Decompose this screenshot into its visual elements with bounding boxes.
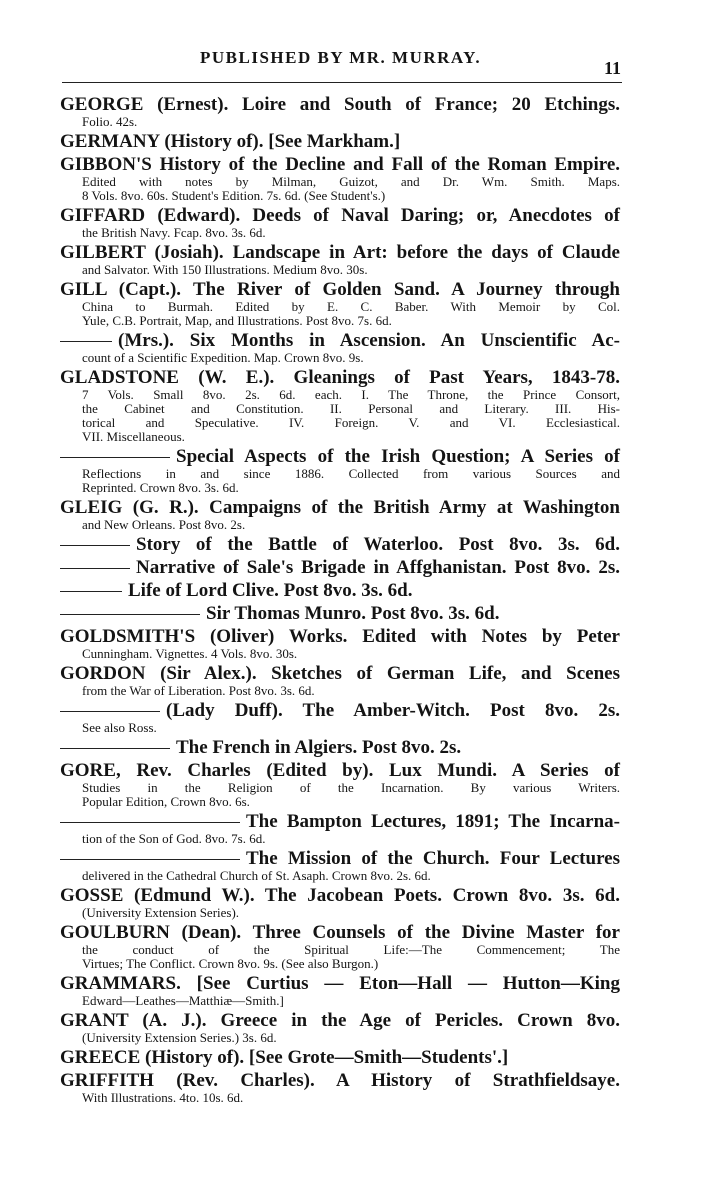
- entry-heading-text: GRIFFITH (Rev. Charles). A History of Strathfieldsaye.: [60, 1070, 620, 1091]
- entry-heading: [60, 626, 620, 647]
- catalogue-entry: [60, 922, 620, 971]
- entry-heading-text: GEORGE (Ernest). Loire and South of France; 20 Etchings.: [60, 94, 620, 115]
- entry-detail-line: (University Extension Series).: [82, 905, 240, 920]
- ditto-dash: [60, 859, 240, 860]
- entry-detail-line: Edited with notes by Milman, Guizot, and Dr. Wm. Smith. Maps.: [82, 174, 620, 189]
- entry-detail-line: and Salvator. With 150 Illustrations. Medium 8vo. 30s.: [82, 262, 368, 277]
- entry-heading: [60, 367, 620, 388]
- entry-heading: [60, 1070, 620, 1091]
- entry-detail-line: China to Burmah. Edited by E. C. Baber. With Memoir by Col.: [82, 299, 620, 314]
- ditto-dash: [60, 568, 130, 569]
- entry-heading-text: Sir Thomas Munro. Post 8vo. 3s. 6d.: [206, 603, 500, 624]
- catalogue-entry: [60, 330, 620, 365]
- entry-heading: [60, 848, 620, 869]
- entry-heading: [60, 700, 620, 721]
- entry-heading: [60, 885, 620, 906]
- ditto-dash: [60, 711, 160, 712]
- entry-detail-line: Folio. 42s.: [82, 114, 138, 129]
- entry-detail-line: Reprinted. Crown 8vo. 3s. 6d.: [82, 480, 239, 495]
- entry-heading-text: GILL (Capt.). The River of Golden Sand. A Journey through: [60, 279, 620, 300]
- catalogue-entry: [60, 626, 620, 661]
- entry-heading: [60, 497, 620, 518]
- entry-heading-text: The Mission of the Church. Four Lectures: [246, 848, 620, 869]
- entry-detail-line: 7 Vols. Small 8vo. 2s. 6d. each. I. The Throne, the Prince Consort,: [82, 387, 620, 402]
- entry-heading-text: Special Aspects of the Irish Question; A Series of: [176, 446, 620, 467]
- entry-heading-text: GIBBON'S History of the Decline and Fall of the Roman Empire.: [60, 154, 620, 175]
- entry-heading: [60, 663, 620, 684]
- entry-detail-line: Edward—Leathes—Matthiæ—Smith.]: [82, 993, 284, 1008]
- entry-heading: [60, 205, 620, 226]
- catalogue-entry: [60, 205, 620, 240]
- entry-heading-text: GOLDSMITH'S (Oliver) Works. Edited with Notes by Peter: [60, 626, 620, 647]
- entry-detail-line: delivered in the Cathedral Church of St. Asaph. Crown 8vo. 2s. 6d.: [82, 868, 431, 883]
- entry-heading: [60, 242, 620, 263]
- catalogue-entry: [60, 760, 620, 809]
- catalogue-entry: [60, 446, 620, 495]
- ditto-dash: [60, 591, 122, 592]
- entry-heading-text: GOSSE (Edmund W.). The Jacobean Poets. Crown 8vo. 3s. 6d.: [60, 885, 620, 906]
- entry-detail-line: VII. Miscellaneous.: [82, 429, 185, 444]
- catalogue-entry: [60, 534, 620, 555]
- catalogue-entry: [60, 603, 620, 624]
- entry-heading: [60, 1010, 620, 1031]
- ditto-dash: [60, 341, 112, 342]
- catalogue-entry: [60, 242, 620, 277]
- ditto-dash: [60, 545, 130, 546]
- entry-heading-text: GORDON (Sir Alex.). Sketches of German Life, and Scenes: [60, 663, 620, 684]
- catalogue-entry: [60, 811, 620, 846]
- entry-heading-text: GORE, Rev. Charles (Edited by). Lux Mundi. A Series of: [60, 760, 620, 781]
- entry-detail-line: count of a Scientific Expedition. Map. Crown 8vo. 9s.: [82, 350, 364, 365]
- entry-detail-line: Yule, C.B. Portrait, Map, and Illustrations. Post 8vo. 7s. 6d.: [82, 313, 392, 328]
- entry-detail-line: Reflections in and since 1886. Collected from various Sources and: [82, 466, 620, 481]
- entry-detail-line: the Cabinet and Constitution. II. Personal and Literary. III. His-: [82, 401, 620, 416]
- catalogue-entry: [60, 973, 620, 1008]
- entry-heading-text: GILBERT (Josiah). Landscape in Art: before the days of Claude: [60, 242, 620, 263]
- catalogue-entry: [60, 131, 620, 152]
- entry-heading-text: (Mrs.). Six Months in Ascension. An Unscientific Ac-: [118, 330, 620, 351]
- entry-heading-text: GRANT (A. J.). Greece in the Age of Pericles. Crown 8vo.: [60, 1010, 620, 1031]
- entry-heading: [60, 973, 620, 994]
- catalogue-entry: [60, 94, 620, 129]
- entry-heading-text: Story of the Battle of Waterloo. Post 8vo. 3s. 6d.: [136, 534, 620, 555]
- entry-detail-line: Cunningham. Vignettes. 4 Vols. 8vo. 30s.: [82, 646, 298, 661]
- entry-heading: [60, 580, 620, 601]
- entry-heading: [60, 603, 620, 624]
- entry-heading-text: GRAMMARS. [See Curtius — Eton—Hall — Hutton—King: [60, 973, 620, 994]
- entry-detail-line: tion of the Son of God. 8vo. 7s. 6d.: [82, 831, 266, 846]
- catalogue-entries: [60, 94, 620, 1107]
- running-head: PUBLISHED BY MR. MURRAY.: [200, 48, 482, 67]
- entry-heading-text: The Bampton Lectures, 1891; The Incarna-: [246, 811, 620, 832]
- entry-detail-line: With Illustrations. 4to. 10s. 6d.: [82, 1090, 244, 1105]
- entry-heading: [60, 737, 620, 758]
- entry-heading-text: GLADSTONE (W. E.). Gleanings of Past Years, 1843-78.: [60, 367, 620, 388]
- entry-heading: [60, 330, 620, 351]
- catalogue-entry: [60, 367, 620, 444]
- catalogue-entry: [60, 885, 620, 920]
- entry-heading-text: GIFFARD (Edward). Deeds of Naval Daring; or, Anecdotes of: [60, 205, 620, 226]
- entry-heading: [60, 1047, 620, 1068]
- page-number: 11: [604, 58, 622, 78]
- catalogue-entry: [60, 700, 620, 735]
- entry-heading: [60, 446, 620, 467]
- entry-detail-line: from the War of Liberation. Post 8vo. 3s. 6d.: [82, 683, 315, 698]
- entry-heading: [60, 534, 620, 555]
- catalogue-entry: [60, 1070, 620, 1105]
- entry-heading-text: GOULBURN (Dean). Three Counsels of the Divine Master for: [60, 922, 620, 943]
- entry-detail-line: Popular Edition, Crown 8vo. 6s.: [82, 794, 250, 809]
- entry-heading: [60, 760, 620, 781]
- entry-heading-text: GREECE (History of). [See Grote—Smith—Students'.]: [60, 1047, 509, 1068]
- catalogue-entry: [60, 497, 620, 532]
- entry-detail-line: See also Ross.: [82, 720, 157, 735]
- catalogue-entry: [60, 154, 620, 203]
- ditto-dash: [60, 614, 200, 615]
- entry-heading-text: (Lady Duff). The Amber-Witch. Post 8vo. 2s.: [166, 700, 620, 721]
- entry-detail-line: torical and Speculative. IV. Foreign. V. and VI. Ecclesiastical.: [82, 415, 620, 430]
- entry-detail-line: 8 Vols. 8vo. 60s. Student's Edition. 7s. 6d. (See Student's.): [82, 188, 386, 203]
- entry-heading-text: Narrative of Sale's Brigade in Affghanistan. Post 8vo. 2s.: [136, 557, 620, 578]
- ditto-dash: [60, 822, 240, 823]
- entry-detail-line: the British Navy. Fcap. 8vo. 3s. 6d.: [82, 225, 266, 240]
- entry-detail-line: the conduct of the Spiritual Life:—The Commencement; The: [82, 942, 620, 957]
- ditto-dash: [60, 748, 170, 749]
- catalogue-entry: [60, 1047, 620, 1068]
- entry-heading: [60, 922, 620, 943]
- entry-detail-line: Studies in the Religion of the Incarnation. By various Writers.: [82, 780, 620, 795]
- entry-detail-line: (University Extension Series.) 3s. 6d.: [82, 1030, 277, 1045]
- catalogue-entry: [60, 279, 620, 328]
- entry-heading: [60, 279, 620, 300]
- entry-heading: [60, 154, 620, 175]
- entry-heading: [60, 131, 620, 152]
- entry-detail-line: Virtues; The Conflict. Crown 8vo. 9s. (See also Burgon.): [82, 956, 379, 971]
- catalogue-entry: [60, 737, 620, 758]
- entry-heading-text: GLEIG (G. R.). Campaigns of the British Army at Washington: [60, 497, 620, 518]
- entry-detail-line: and New Orleans. Post 8vo. 2s.: [82, 517, 246, 532]
- catalogue-entry: [60, 848, 620, 883]
- entry-heading-text: Life of Lord Clive. Post 8vo. 3s. 6d.: [128, 580, 413, 601]
- entry-heading-text: GERMANY (History of). [See Markham.]: [60, 131, 401, 152]
- header-rule: [62, 82, 622, 83]
- catalogue-entry: [60, 663, 620, 698]
- entry-heading: [60, 811, 620, 832]
- entry-heading: [60, 94, 620, 115]
- entry-heading-text: The French in Algiers. Post 8vo. 2s.: [176, 737, 462, 758]
- catalogue-entry: [60, 557, 620, 578]
- entry-heading: [60, 557, 620, 578]
- ditto-dash: [60, 457, 170, 458]
- catalogue-entry: [60, 580, 620, 601]
- catalogue-entry: [60, 1010, 620, 1045]
